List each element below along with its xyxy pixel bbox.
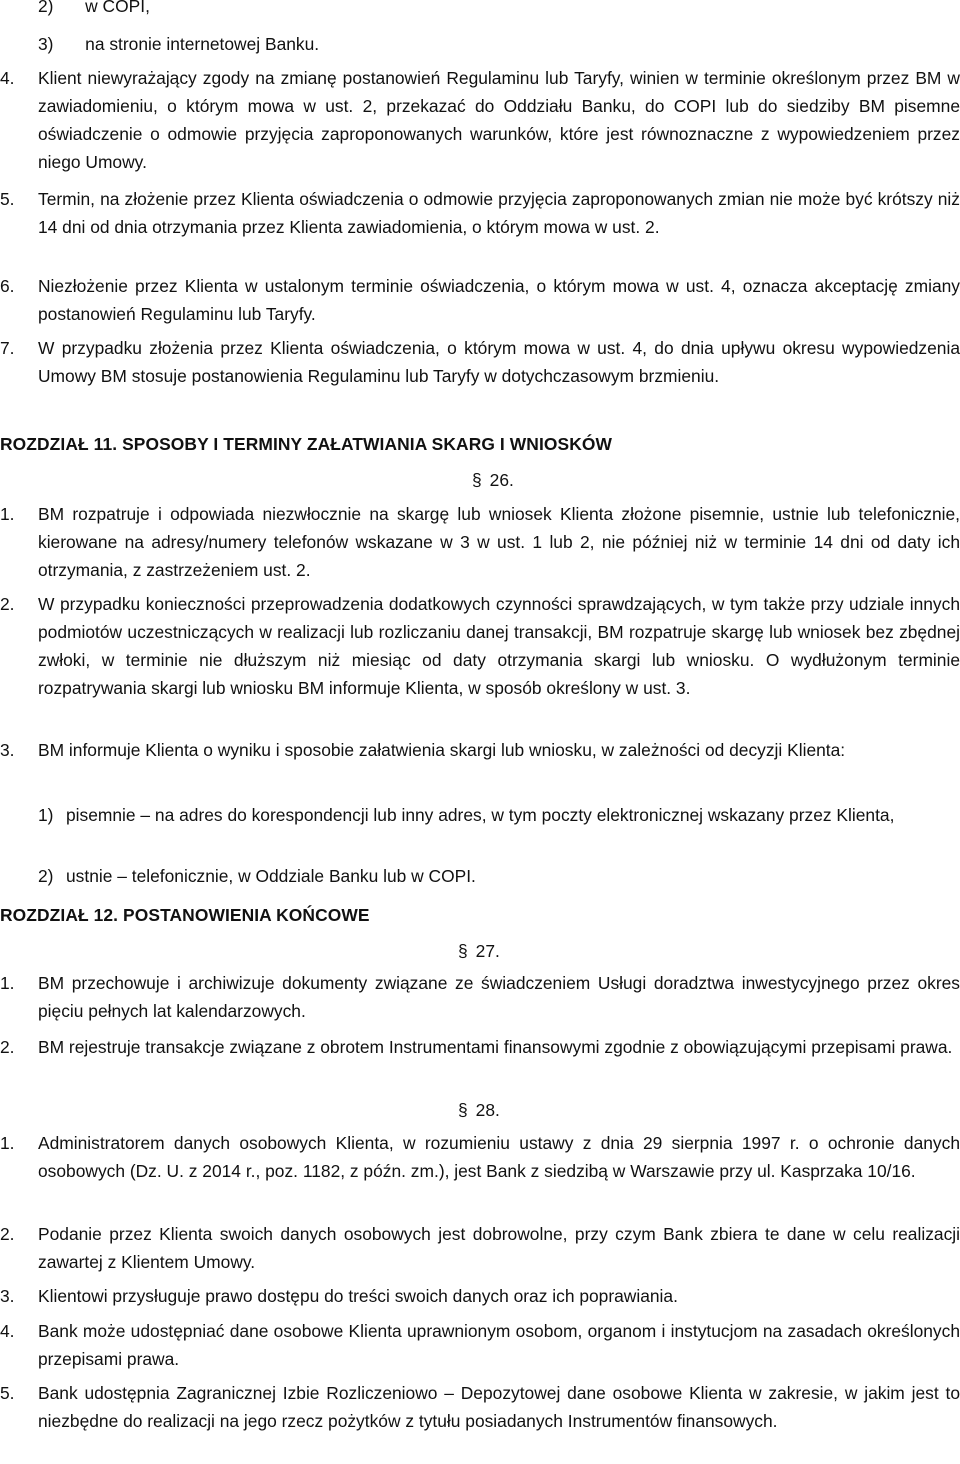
- list-item: [38, 30, 960, 58]
- list-item-text: w COPI,: [85, 0, 150, 16]
- list-item-number: 1.: [0, 1133, 15, 1153]
- list-item-text: na stronie internetowej Banku.: [85, 34, 320, 54]
- section-sign-icon: §: [458, 941, 468, 961]
- list-item-text: Termin, na złożenie przez Klienta oświadczenia o odmowie przyjęcia zaproponowanych zmian nie może być krótszy niż 14 dni od dnia otrzymania przez Klienta zawiadomienia, o którym mowa w ust. 2.: [38, 189, 960, 237]
- list-item-number: 1.: [0, 973, 15, 993]
- sub-list-item-text: ustnie – telefonicznie, w Oddziale Banku lub w COPI.: [66, 866, 476, 886]
- paragraph-number: § 26.: [472, 470, 514, 490]
- list-item-number: 4.: [0, 1321, 15, 1341]
- list-item-number: 6.: [0, 276, 15, 296]
- list-item-text: BM rozpatruje i odpowiada niezwłocznie na skargę lub wniosek Klienta złożone pisemnie, ustnie lub telefonicznie, kierowane na adresy/numery telefonów wskazane w 3 w ust. 1 lub 2, nie później niż w terminie 14 dni od daty ich otrzymania, z zastrzeżeniem ust. 2.: [38, 504, 960, 580]
- chapter-heading: ROZDZIAŁ 12. POSTANOWIENIA KOŃCOWE: [0, 905, 370, 925]
- list-item-text: Niezłożenie przez Klienta w ustalonym terminie oświadczenia, o którym mowa w ust. 4, oznacza akceptację zmiany postanowień Regulaminu lub Taryfy.: [38, 276, 960, 324]
- list-item-text: BM rejestruje transakcje związane z obrotem Instrumentami finansowymi zgodnie z obowiązującymi przepisami prawa.: [38, 1037, 953, 1057]
- list-item-text: Klientowi przysługuje prawo dostępu do treści swoich danych oraz ich poprawiania.: [38, 1286, 678, 1306]
- list-item-number: 3.: [0, 1286, 15, 1306]
- list-item-number: 5.: [0, 1383, 15, 1403]
- list-item-text: Klient niewyrażający zgody na zmianę postanowień Regulaminu lub Taryfy, winien w terminie określonym przez BM w zawiadomieniu, o którym mowa w ust. 2, przekazać do Oddziału Banku, do COPI lub do siedziby BM pisemne oświadczenie o odmowie przyjęcia zaproponowanych warunków, które jest równoznaczne z wypowiedzeniem przez niego Umowy.: [38, 68, 960, 172]
- list-item-text: W przypadku konieczności przeprowadzenia dodatkowych czynności sprawdzających, w tym także przy udziale innych podmiotów uczestniczących w realizacji lub rozliczaniu danej transakcji, BM rozpatruje skargę lub wniosek bez zbędnej zwłoki, w terminie nie dłuższym niż miesiąc od daty otrzymania skargi lub wniosku. O wydłużonym terminie rozpatrywania skargi lub wniosku BM informuje Klienta, w sposób określony w ust. 3.: [38, 594, 960, 698]
- list-item-number: 2.: [0, 1037, 15, 1057]
- list-item-number: 2.: [0, 1224, 15, 1244]
- list-item-text: Bank udostępnia Zagranicznej Izbie Rozliczeniowo – Depozytowej dane osobowe Klienta w zakresie, w jakim jest to niezbędne do realizacji na jego rzecz pożytków z tytułu posiadanych Instrumentów finansowych.: [38, 1383, 960, 1431]
- chapter-heading: ROZDZIAŁ 11. SPOSOBY I TERMINY ZAŁATWIANIA SKARG I WNIOSKÓW: [0, 434, 613, 454]
- sub-list-item-number: 1): [38, 805, 54, 825]
- sub-list-item-text: pisemnie – na adres do korespondencji lub inny adres, w tym poczty elektronicznej wskazany przez Klienta,: [66, 805, 895, 825]
- paragraph-number: § 27.: [458, 941, 500, 961]
- list-item-number: 4.: [0, 68, 15, 88]
- list-item-number: 5.: [0, 189, 15, 209]
- section-sign-icon: §: [458, 1100, 468, 1120]
- list-item-text: W przypadku złożenia przez Klienta oświadczenia, o którym mowa w ust. 4, do dnia upływu okresu wypowiedzenia Umowy BM stosuje postanowienia Regulaminu lub Taryfy w dotychczasowym brzmieniu.: [38, 338, 960, 386]
- list-item-text: Podanie przez Klienta swoich danych osobowych jest dobrowolne, przy czym Bank zbiera te dane w celu realizacji zawartej z Klientem Umowy.: [38, 1224, 960, 1272]
- list-item-number: 2): [38, 0, 54, 16]
- list-item-number: 2.: [0, 594, 15, 614]
- sub-list-item-number: 2): [38, 866, 54, 886]
- paragraph-number: § 28.: [458, 1100, 500, 1120]
- list-item-number: 1.: [0, 504, 15, 524]
- list-item-text: BM przechowuje i archiwizuje dokumenty związane ze świadczeniem Usługi doradztwa inwestycyjnego przez okres pięciu pełnych lat kalendarzowych.: [38, 973, 960, 1021]
- list-item-number: 3.: [0, 740, 15, 760]
- list-item-number: 3): [38, 34, 54, 54]
- list-item-text: Administratorem danych osobowych Klienta, w rozumieniu ustawy z dnia 29 sierpnia 1997 r. o ochronie danych osobowych (Dz. U. z 2014 r., poz. 1182, z późn. zm.), jest Bank z siedzibą w Warszawie przy ul. Kasprzaka 10/16.: [38, 1133, 960, 1181]
- section-sign-icon: §: [472, 470, 482, 490]
- list-item-text: BM informuje Klienta o wyniku i sposobie załatwienia skargi lub wniosku, w zależności od decyzji Klienta:: [38, 740, 846, 760]
- list-item-number: 7.: [0, 338, 15, 358]
- list-item-text: Bank może udostępniać dane osobowe Klienta uprawnionym osobom, organom i instytucjom na zasadach określonych przepisami prawa.: [38, 1321, 960, 1369]
- list-item: [38, 0, 960, 20]
